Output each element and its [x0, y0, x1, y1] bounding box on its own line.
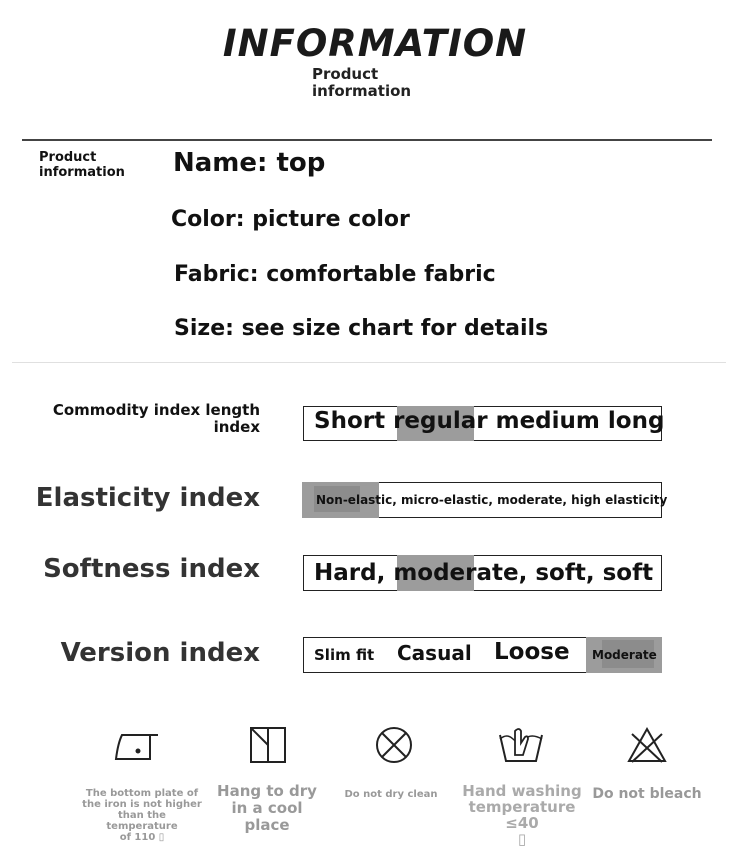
care-label-hand-wash: [452, 783, 592, 847]
commodity-index-text: Short regular medium long: [314, 408, 665, 434]
page-subtitle-line2: information: [312, 82, 412, 100]
hand-wash-icon: [497, 725, 545, 765]
hang-dry-icon: [248, 725, 288, 765]
version-option-loose: Loose: [494, 639, 570, 665]
softness-index-label: Softness index: [43, 554, 260, 584]
page-subtitle: [312, 66, 411, 100]
page-title: INFORMATION: [222, 22, 528, 65]
care-label-line: Do not dry clean: [344, 789, 438, 800]
elasticity-index-label: Elasticity index: [35, 483, 260, 513]
version-option-moderate: Moderate: [592, 648, 657, 662]
section-label-line2: information: [39, 165, 125, 180]
care-label-line: place: [244, 816, 290, 834]
divider: [12, 362, 726, 363]
care-label-iron: [82, 788, 202, 843]
version-index-label: Version index: [60, 638, 260, 668]
care-label-no-bleach: [592, 786, 702, 802]
care-label-hang-dry: [212, 783, 322, 834]
section-label: [39, 150, 125, 180]
version-option-slim-fit: Slim fit: [314, 646, 375, 664]
product-name: Name: top: [173, 148, 326, 178]
elasticity-index-scale: [303, 482, 668, 518]
softness-index-scale: [303, 555, 662, 591]
section-label-line1: Product: [39, 150, 97, 165]
commodity-index-label-line2: index: [213, 418, 260, 436]
softness-index-text: Hard, moderate, soft, soft: [314, 560, 654, 586]
page-subtitle-line1: Product: [312, 65, 379, 83]
care-label-line: temperature ≤40: [468, 798, 576, 832]
no-bleach-icon: [626, 726, 668, 764]
care-label-line: in a cool: [231, 799, 303, 817]
care-label-line: Hand washing: [462, 782, 582, 800]
product-fabric: Fabric: comfortable fabric: [174, 262, 496, 287]
care-label-line: The bottom plate of: [85, 788, 199, 799]
care-label-line: of 110 ▯: [119, 832, 165, 843]
commodity-index-scale: [303, 406, 665, 441]
iron-icon: [114, 725, 166, 763]
version-option-casual: Casual: [397, 641, 472, 665]
commodity-index-label-line1: Commodity index length: [52, 401, 260, 419]
commodity-index-label: [53, 402, 260, 436]
no-dry-clean-icon: [374, 725, 414, 765]
version-index-scale: [303, 637, 662, 673]
care-label-line: Hang to dry: [217, 782, 317, 800]
product-color: Color: picture color: [171, 207, 410, 232]
care-label-no-dry-clean: [336, 789, 446, 801]
care-label-line: ▯: [517, 830, 527, 848]
care-label-line: Do not bleach: [592, 786, 702, 802]
elasticity-index-text: Non-elastic, micro-elastic, moderate, high elasticity: [316, 493, 668, 507]
divider: [22, 139, 712, 141]
product-size: Size: see size chart for details: [174, 316, 549, 341]
care-label-line: the iron is not higher: [82, 799, 202, 810]
care-label-line: than the temperature: [106, 810, 178, 832]
